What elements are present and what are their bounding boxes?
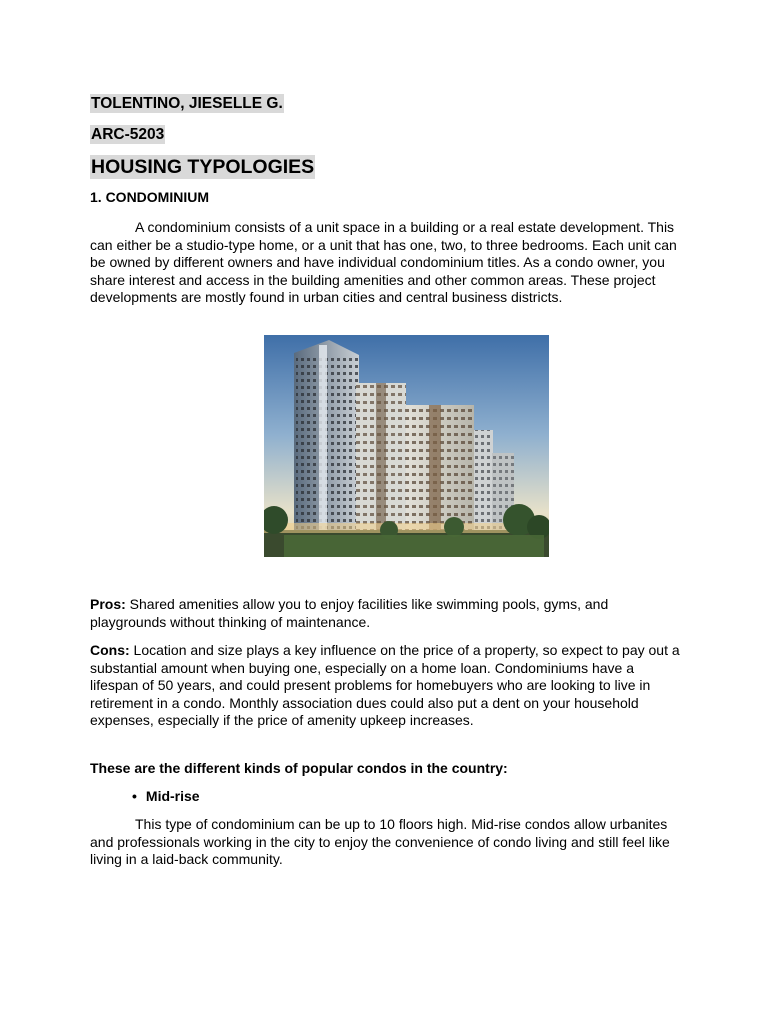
course-code: ARC-5203 — [91, 126, 165, 143]
condominium-photo — [264, 335, 549, 557]
pros-paragraph — [90, 596, 680, 631]
author-name: TOLENTINO, JIESELLE G. — [91, 95, 283, 112]
cons-paragraph — [90, 642, 680, 730]
pros-text: Shared amenities allow you to enjoy facilities like swimming pools, gyms, and playgrounds without thinking of maintenance. — [90, 596, 609, 630]
bullet-symbol: • — [132, 788, 137, 804]
bullet-item-midrise — [132, 788, 200, 805]
cons-label: Cons: — [90, 642, 130, 658]
document-title: HOUSING TYPOLOGIES — [91, 156, 315, 178]
pros-label: Pros: — [90, 596, 126, 612]
bullet-label: Mid-rise — [145, 788, 200, 804]
cons-text: Location and size plays a key influence on the price of a property, so expect to pay out a substantial amount when buying one, especially on a home loan. Condominiums have a lifespan of 50 years, and could present problems for homebuyers who are looking to live in retirement in a condo. Monthly association dues could also put a dent on your household expenses, especially if the price of amenity upkeep increases. — [90, 642, 680, 729]
kinds-heading: These are the different kinds of popular condos in the country: — [90, 760, 508, 776]
section-heading: 1. CONDOMINIUM — [90, 189, 209, 205]
midrise-paragraph: This type of condominium can be up to 10 floors high. Mid-rise condos allow urbanites and professionals working in the city to enjoy the convenience of condo living and still feel like living in a laid-back community. — [90, 816, 670, 868]
intro-paragraph: A condominium consists of a unit space in a building or a real estate development. This can either be a studio-type home, or a unit that has one, two, to three bedrooms. Each unit can be owned by different owners and have individual condominium titles. As a condo owner, you share interest and access in the building amenities and other common areas. These project developments are mostly found in urban cities and central business districts. — [90, 219, 677, 306]
